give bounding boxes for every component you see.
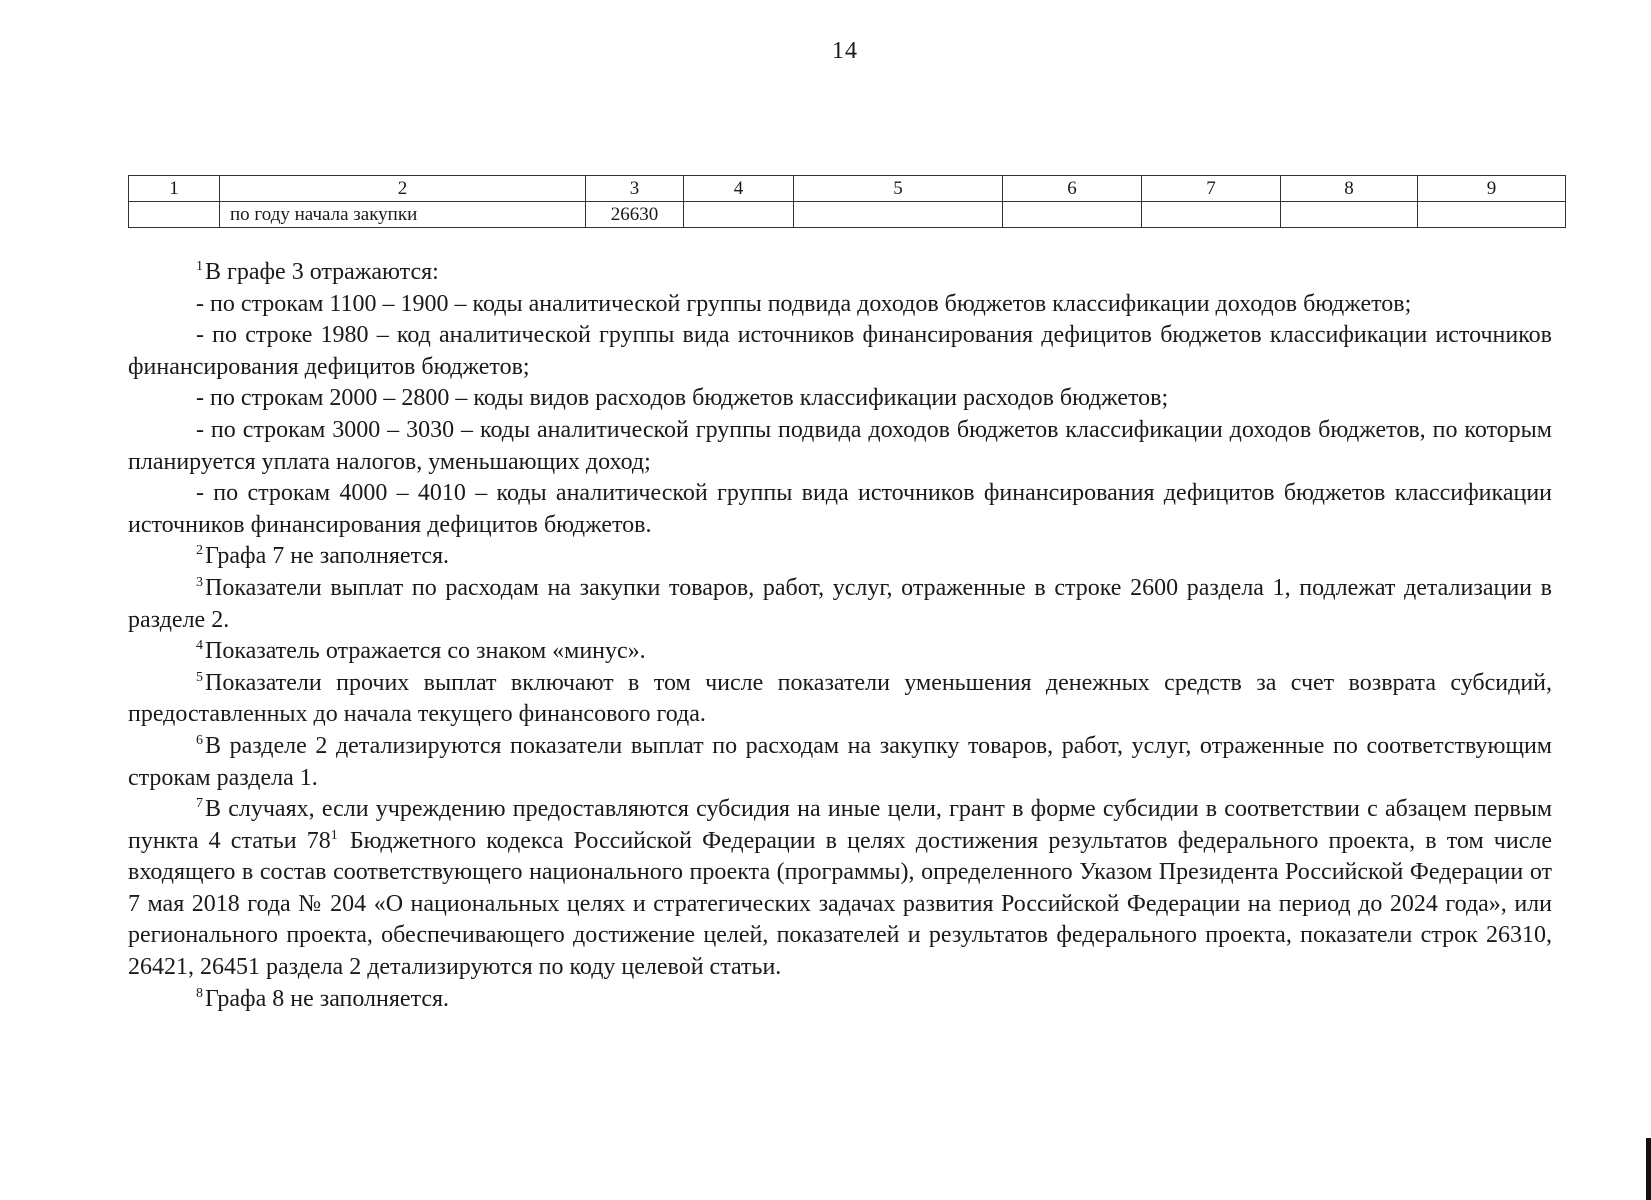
form-table [128, 175, 1566, 228]
column-number: 2 [220, 176, 586, 202]
table-row [129, 202, 1566, 228]
footnote-marker: 6 [196, 732, 203, 748]
footnote-text: - по строкам 1100 – 1900 – коды аналитической группы подвида доходов бюджетов классификации доходов бюджетов; [196, 290, 1412, 317]
footnote-2 [128, 541, 1552, 573]
footnote-text: Бюджетного кодекса Российской Федерации в целях достижения результатов федерального проекта, в том числе входящего в состав соответствующего национального проекта (программы), определенного Указом Президента Российской Федерации от 7 мая 2018 года № 204 «О национальных целях и стратегических задачах развития Российской Федерации на период до 2024 года», или регионального проекта, обеспечивающего достижение целей, показателей и результатов федерального проекта, показатели строк 26310, 26421, 26451 раздела 2 детализируются по коду целевой статьи. [128, 827, 1552, 981]
column-number: 1 [129, 176, 220, 202]
article-superscript: 1 [330, 827, 338, 843]
page-number: 14 [832, 38, 858, 64]
footnote-text: - по строкам 3000 – 3030 – коды аналитической группы подвида доходов бюджетов классификации доходов бюджетов, по которым планируется уплата налогов, уменьшающих доход; [128, 416, 1552, 475]
table-cell-code: 26630 [586, 202, 684, 228]
footnote-1-item-1100-1900 [128, 289, 1552, 321]
footnote-text: Показатели прочих выплат включают в том числе показатели уменьшения денежных средств за счет возврата субсидий, предоставленных до начала текущего финансового года. [128, 669, 1552, 728]
footnote-text: Показатели выплат по расходам на закупки товаров, работ, услуг, отраженные в строке 2600 раздела 1, подлежат детализации в разделе 2. [128, 574, 1552, 633]
table-cell [1003, 202, 1142, 228]
footnote-marker: 3 [196, 574, 203, 590]
footnote-text: В графе 3 отражаются: [205, 259, 439, 285]
table-cell [1281, 202, 1418, 228]
column-number: 7 [1142, 176, 1281, 202]
footnote-4 [128, 636, 1552, 668]
footnotes [128, 257, 1552, 1015]
footnote-6 [128, 731, 1552, 794]
footnote-marker: 4 [196, 638, 203, 654]
table-cell [1142, 202, 1281, 228]
column-number: 6 [1003, 176, 1142, 202]
footnote-1-item-4000-4010 [128, 478, 1552, 541]
column-number: 4 [684, 176, 794, 202]
footnote-text: Графа 8 не заполняется. [205, 985, 450, 1012]
footnote-marker: 2 [196, 543, 203, 559]
footnote-text: Графа 7 не заполняется. [205, 543, 450, 570]
column-number: 9 [1418, 176, 1566, 202]
table-cell-label: по году начала закупки [220, 202, 586, 228]
footnote-text: - по строкам 4000 – 4010 – коды аналитической группы вида источников финансирования дефицитов бюджетов классификации источников финансирования дефицитов бюджетов. [128, 480, 1552, 538]
footnote-7 [128, 794, 1552, 984]
footnote-text: В случаях, если учреждению предоставляются субсидия на иные цели, грант в форме субсидии в соответствии с абзацем первым пункта 4 статьи 78 [128, 796, 1552, 854]
scan-edge-mark [1646, 1138, 1651, 1200]
table-cell [1418, 202, 1566, 228]
footnote-text: В разделе 2 детализируются показатели выплат по расходам на закупку товаров, работ, услуг, отраженные по соответствующим строкам раздела 1. [128, 732, 1552, 791]
footnote-text: Показатель отражается со знаком «минус». [205, 638, 646, 665]
footnote-1-item-2000-2800 [128, 383, 1552, 415]
table-cell [129, 202, 220, 228]
column-number: 5 [794, 176, 1003, 202]
footnote-marker: 5 [196, 669, 203, 685]
footnote-1-item-3000-3030 [128, 415, 1552, 478]
footnote-marker: 1 [196, 259, 203, 274]
table-cell [684, 202, 794, 228]
footnote-1-item-1980 [128, 320, 1552, 383]
column-number: 8 [1281, 176, 1418, 202]
footnote-text: - по строке 1980 – код аналитической группы вида источников финансирования дефицитов бюджетов классификации источников финансирования дефицитов бюджетов; [128, 322, 1552, 380]
footnote-5 [128, 668, 1552, 731]
footnote-1 [128, 257, 1552, 289]
footnote-8 [128, 984, 1552, 1016]
table-header-row [129, 176, 1566, 202]
footnote-marker: 8 [196, 985, 203, 1001]
footnote-marker: 7 [196, 796, 203, 812]
footnote-3 [128, 573, 1552, 636]
footnote-text: - по строкам 2000 – 2800 – коды видов расходов бюджетов классификации расходов бюджетов; [196, 385, 1169, 412]
table-cell [794, 202, 1003, 228]
column-number: 3 [586, 176, 684, 202]
